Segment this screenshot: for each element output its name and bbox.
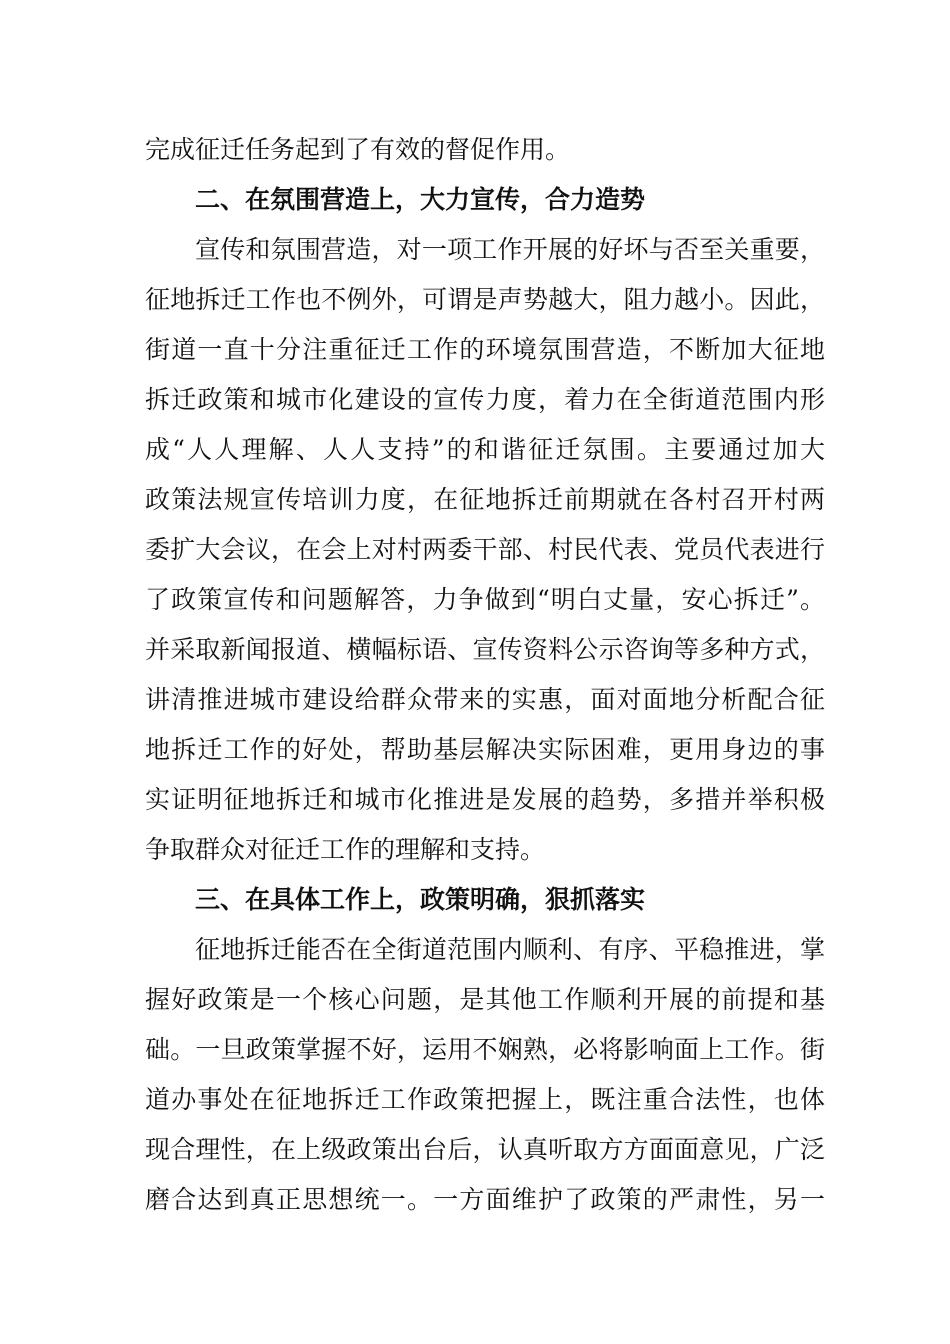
section-heading: 二、在氛围营造上，大力宣传，合力造势: [195, 185, 646, 214]
section-heading: 三、在具体工作上，政策明确，狠抓落实: [195, 885, 646, 914]
body-line: 完成征迁任务起到了有效的督促作用。: [145, 135, 571, 164]
body-line: 征地拆迁工作也不例外，可谓是声势越大，阻力越小。因此，: [145, 285, 825, 314]
body-line: 拆迁政策和城市化建设的宣传力度，着力在全街道范围内形: [145, 385, 825, 414]
body-line: 政策法规宣传培训力度，在征地拆迁前期就在各村召开村两: [145, 485, 825, 514]
body-line: 握好政策是一个核心问题，是其他工作顺利开展的前提和基: [145, 985, 825, 1014]
body-line: 讲清推进城市建设给群众带来的实惠，面对面地分析配合征: [145, 685, 825, 714]
body-line: 础。一旦政策掌握不好，运用不娴熟，必将影响面上工作。街: [145, 1035, 825, 1064]
body-line: 现合理性，在上级政策出台后，认真听取方方面面意见，广泛: [145, 1135, 825, 1164]
body-line: 地拆迁工作的好处，帮助基层解决实际困难，更用身边的事: [145, 735, 825, 764]
body-line: 了政策宣传和问题解答，力争做到“明白丈量，安心拆迁”。: [145, 585, 825, 614]
body-line: 街道一直十分注重征迁工作的环境氛围营造，不断加大征地: [145, 335, 825, 364]
body-line: 道办事处在征地拆迁工作政策把握上，既注重合法性，也体: [145, 1085, 825, 1114]
body-line: 成“人人理解、人人支持”的和谐征迁氛围。主要通过加大: [145, 435, 825, 464]
paragraph-first-line: 征地拆迁能否在全街道范围内顺利、有序、平稳推进，掌: [195, 935, 825, 964]
body-line: 并采取新闻报道、横幅标语、宣传资料公示咨询等多种方式，: [145, 635, 825, 664]
body-line: 实证明征地拆迁和城市化推进是发展的趋势，多措并举积极: [145, 785, 825, 814]
body-line: 争取群众对征迁工作的理解和支持。: [145, 835, 546, 864]
paragraph-first-line: 宣传和氛围营造，对一项工作开展的好坏与否至关重要，: [195, 235, 825, 264]
body-line: 磨合达到真正思想统一。一方面维护了政策的严肃性，另一: [145, 1185, 825, 1214]
body-line: 委扩大会议，在会上对村两委干部、村民代表、党员代表进行: [145, 535, 825, 564]
